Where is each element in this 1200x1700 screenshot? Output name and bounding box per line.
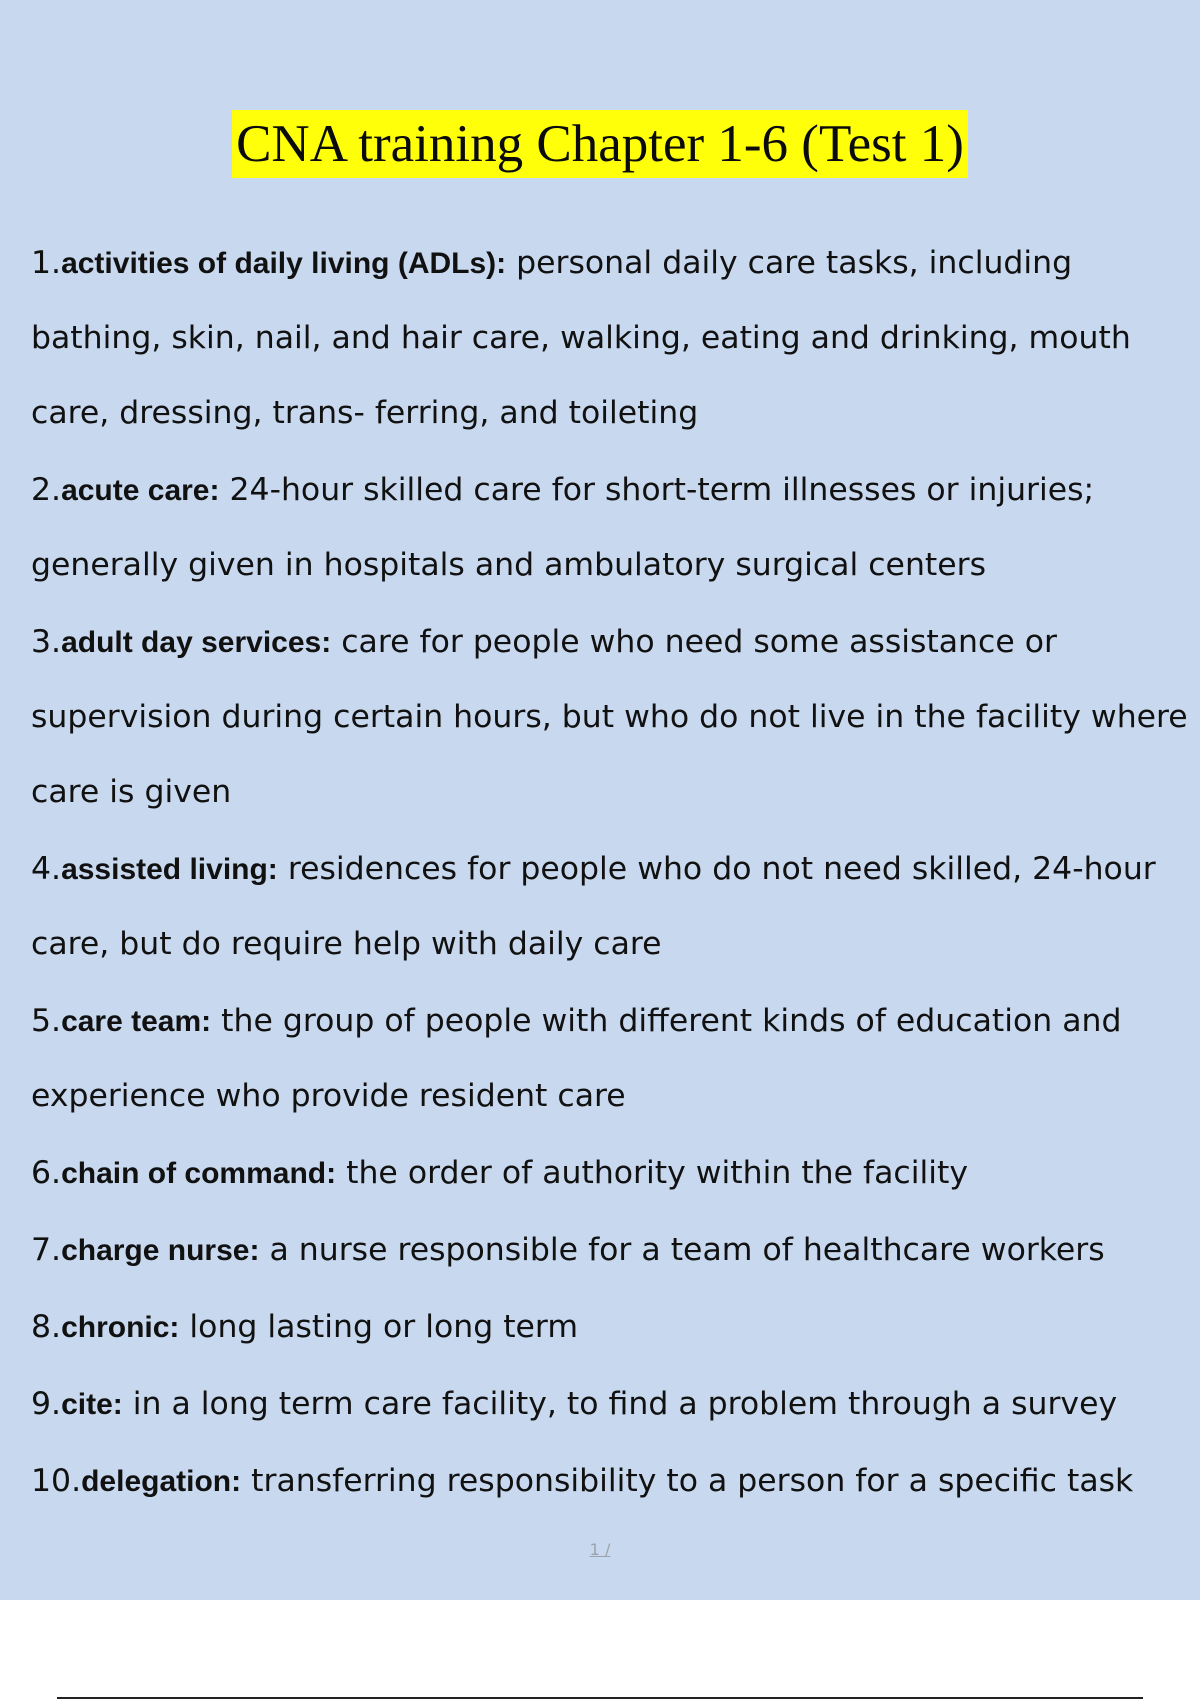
term-item	[31, 984, 1200, 1134]
term-definition: residences for people who do not need skilled, 24-hour care, but do require help with daily care	[31, 851, 1156, 962]
term-word: chronic:	[61, 1311, 180, 1344]
term-word: adult day services:	[61, 626, 332, 659]
term-word: care team:	[61, 1005, 212, 1038]
term-definition: personal daily care tasks, including bathing, skin, nail, and hair care, walking, eating and drinking, mouth care, dressing, trans- ferring, and toileting	[31, 245, 1131, 431]
term-word: chain of command:	[61, 1157, 337, 1190]
term-word: cite:	[61, 1388, 123, 1421]
term-number: 4.	[31, 851, 62, 887]
term-item	[31, 1367, 1200, 1442]
term-definition: the group of people with different kinds of education and experience who provide resident care	[31, 1003, 1122, 1114]
term-item	[31, 453, 1200, 603]
term-item	[31, 1444, 1200, 1519]
term-definition: in a long term care facility, to find a problem through a survey	[122, 1386, 1118, 1422]
term-word: charge nurse:	[61, 1234, 260, 1267]
term-number: 7.	[31, 1232, 62, 1268]
term-definition: long lasting or long term	[179, 1309, 579, 1345]
term-word: activities of daily living (ADLs):	[61, 247, 507, 280]
term-number: 9.	[31, 1386, 62, 1422]
term-item	[31, 1136, 1200, 1211]
title-container	[0, 110, 1200, 178]
term-definition: transferring responsibility to a person for a specific task	[241, 1463, 1134, 1499]
page-number: 1 /	[589, 1540, 611, 1559]
term-definition: 24-hour skilled care for short-term illnesses or injuries; generally given in hospitals and ambulatory surgical centers	[31, 472, 1095, 583]
term-item	[31, 1213, 1200, 1288]
term-number: 8.	[31, 1309, 62, 1345]
term-definition: care for people who need some assistance or supervision during certain hours, but who do not live in the facility where care is given	[31, 624, 1188, 810]
term-number: 10.	[31, 1463, 82, 1499]
term-list	[31, 226, 1200, 1521]
term-definition: the order of authority within the facility	[336, 1155, 968, 1191]
footer-divider	[57, 1697, 1143, 1699]
term-word: assisted living:	[61, 853, 278, 886]
term-item	[31, 605, 1200, 830]
term-word: acute care:	[61, 474, 220, 507]
term-item	[31, 226, 1200, 451]
term-item	[31, 832, 1200, 982]
term-number: 5.	[31, 1003, 62, 1039]
term-word: delegation:	[81, 1465, 242, 1498]
term-number: 1.	[31, 245, 62, 281]
document-title: CNA training Chapter 1-6 (Test 1)	[232, 110, 968, 178]
term-number: 2.	[31, 472, 62, 508]
term-number: 3.	[31, 624, 62, 660]
term-number: 6.	[31, 1155, 62, 1191]
term-definition: a nurse responsible for a team of healthcare workers	[259, 1232, 1105, 1268]
term-item	[31, 1290, 1200, 1365]
